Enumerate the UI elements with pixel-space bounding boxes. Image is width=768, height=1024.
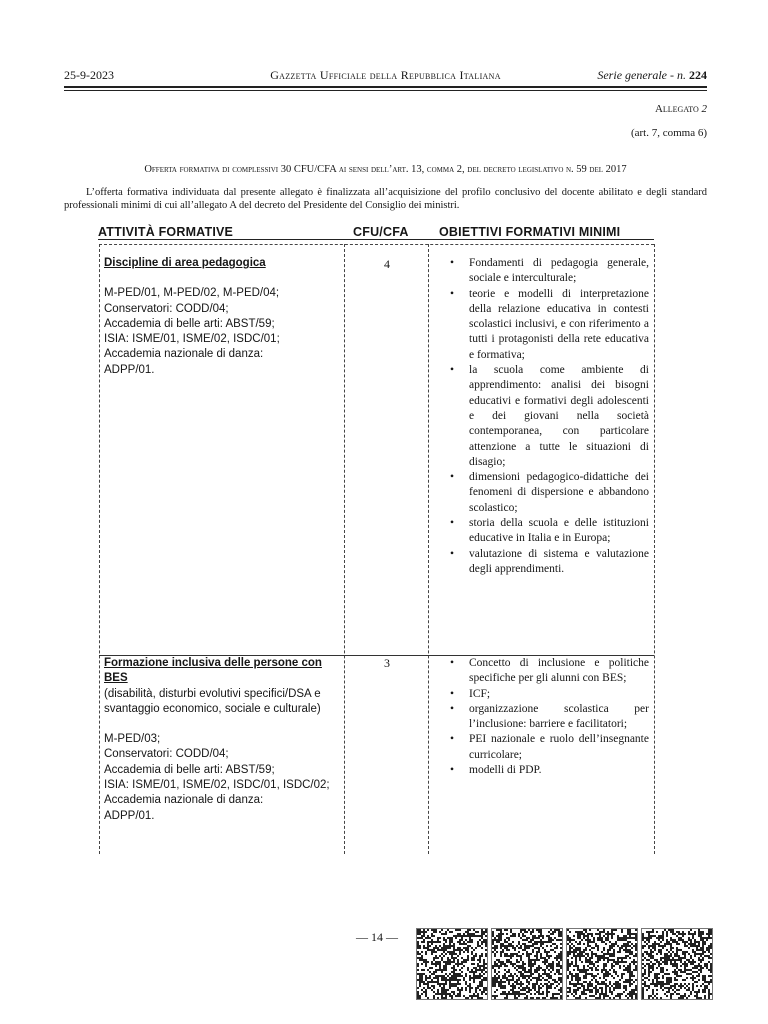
barcode-image <box>641 928 713 1000</box>
sector-line: Accademia di belle arti: ABST/59; <box>104 317 275 330</box>
allegato-label <box>655 103 707 115</box>
table-border-right <box>654 244 655 854</box>
header-attivita: ATTIVITÀ FORMATIVE <box>98 225 234 239</box>
table-row-2-cfu: 3 <box>384 656 390 670</box>
gazette-header <box>64 66 707 86</box>
sector-line: Accademia di belle arti: ABST/59; <box>104 763 275 776</box>
intro-paragraph: L’offerta formativa individuata dal presente allegato è finalizzata all’acquisizione del profilo conclusivo del docente abilitato e degli standard professionali minimi di cui all’allegato A del decreto del Presidente del Consiglio dei ministri. <box>64 187 707 211</box>
sector-line: ADPP/01. <box>104 363 155 376</box>
objective-item: • modelli di PDP. <box>450 763 649 778</box>
activity-name: Discipline di area pedagogica <box>104 257 266 269</box>
table-row-2-activity <box>104 656 344 824</box>
objective-item: • Concetto di inclusione e politiche specifiche per gli alunni con BES; <box>450 656 649 687</box>
objective-item: • Fondamenti di pedagogia generale, sociale e interculturale; <box>450 256 649 287</box>
series-info <box>597 68 707 83</box>
objective-item: • teorie e modelli di interpretazione della relazione educativa in contesti scolastici inclusivi, e con riferimento a tutti i protagonisti della rete educativa e formativa; <box>450 287 649 363</box>
series-number: 224 <box>689 68 707 82</box>
offerta-title: Offerta formativa di complessivi 30 CFU/CFA ai sensi dell’art. 13, comma 2, del decreto legislativo n. 59 del 2017 <box>144 164 627 175</box>
allegato-word: Allegato <box>654 103 702 115</box>
table-top-border <box>99 244 654 245</box>
sector-line: M-PED/01, M-PED/02, M-PED/04; <box>104 287 280 300</box>
sector-line: Conservatori: CODD/04; <box>104 748 229 761</box>
page-number: — 14 — <box>356 930 398 944</box>
table-border-left <box>99 244 100 854</box>
barcode-image <box>416 928 488 1000</box>
barcode-image <box>491 928 563 1000</box>
table-divider-2 <box>428 244 429 854</box>
activity-description: (disabilità, disturbi evolutivi specifici/DSA e svantaggio economico, sociale e culturale) <box>104 687 321 715</box>
objective-item: • la scuola come ambiente di apprendimento: analisi dei bisogni educativi e formativi degli adolescenti e dei giovani nella società contemporanea, con particolare attenzione a tutte le situazioni di disagio; <box>450 363 649 470</box>
allegato-number: 2 <box>701 103 707 115</box>
objective-item: • storia della scuola e delle istituzioni educative in Italia e in Europa; <box>450 516 649 547</box>
article-reference: (art. 7, comma 6) <box>630 127 707 139</box>
sector-line: Accademia nazionale di danza: <box>104 794 264 807</box>
gazette-title: Gazzetta Ufficiale della Repubblica Italiana <box>270 68 501 82</box>
table-row-1-activity <box>104 256 344 378</box>
header-cfu: CFU/CFA <box>353 225 409 239</box>
header-rule <box>64 86 707 88</box>
objective-item: • organizzazione scolastica per l’inclusione: barriere e facilitatori; <box>450 702 649 733</box>
sector-line: ISIA: ISME/01, ISME/02, ISDC/01; <box>104 333 280 346</box>
sector-line: Conservatori: CODD/04; <box>104 302 229 315</box>
sector-line: Accademia nazionale di danza: <box>104 348 264 361</box>
objective-item: • valutazione di sistema e valutazione degli apprendimenti. <box>450 547 649 578</box>
issue-date: 25-9-2023 <box>64 68 114 82</box>
table-divider-1 <box>344 244 345 854</box>
sector-line: ADPP/01. <box>104 809 155 822</box>
series-label: Serie generale - n. <box>597 68 689 82</box>
table-row-1-objectives <box>450 256 649 577</box>
table-row-2-objectives <box>450 656 649 778</box>
header-rule-thin <box>64 90 707 91</box>
table-header-rule <box>98 239 654 240</box>
sector-line: ISIA: ISME/01, ISME/02, ISDC/01, ISDC/02; <box>104 779 330 792</box>
table-row-1-cfu: 4 <box>384 257 390 271</box>
header-obiettivi: OBIETTIVI FORMATIVI MINIMI <box>439 225 621 239</box>
activity-name: Formazione inclusiva delle persone con BES <box>104 657 322 685</box>
objective-item: • PEI nazionale e ruolo dell’insegnante curricolare; <box>450 732 649 763</box>
sector-line: M-PED/03; <box>104 733 161 746</box>
barcode-image <box>566 928 638 1000</box>
objective-item: • ICF; <box>450 687 649 702</box>
objective-item: • dimensioni pedagogico-didattiche dei fenomeni di dispersione e abbandono scolastico; <box>450 470 649 516</box>
